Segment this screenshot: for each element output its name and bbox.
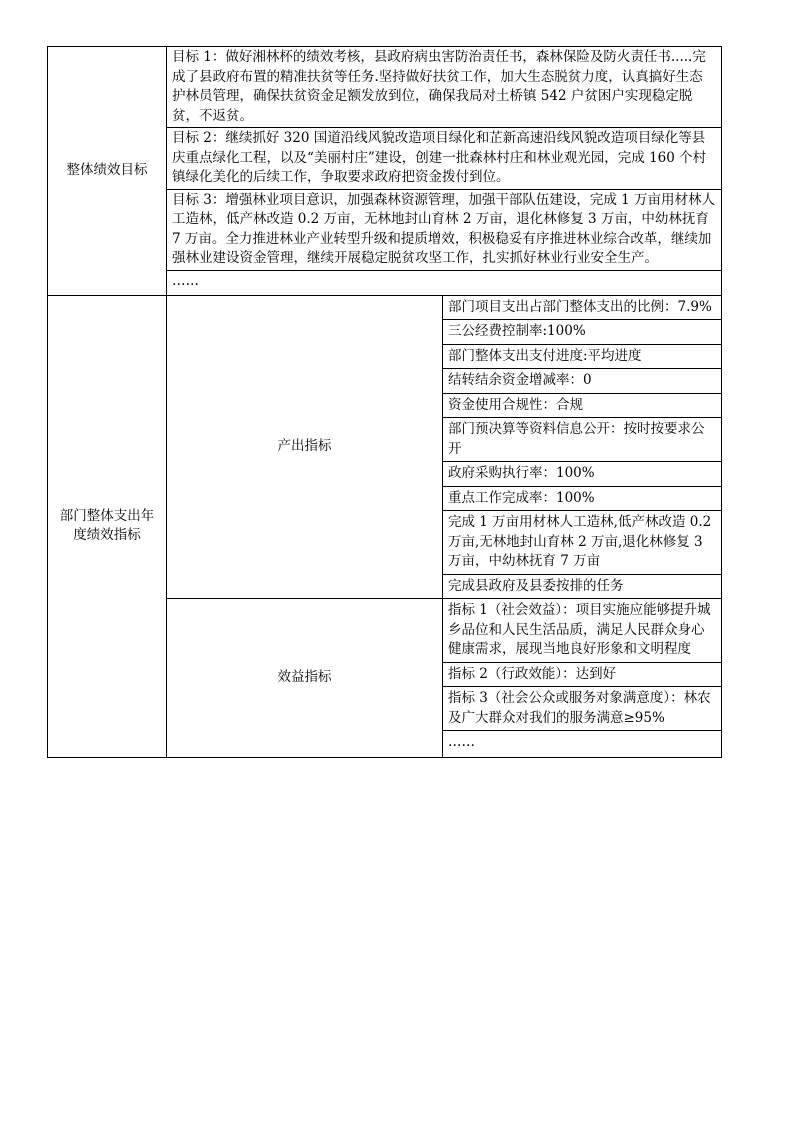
table-row bbox=[48, 295, 722, 320]
output-indicator-3: 部门整体支出支付进度:平均进度 bbox=[443, 344, 722, 369]
overall-goal-3: 目标 3：增强林业项目意识，加强森林资源管理，加强干部队伍建设，完成 1 万亩用材林人工造林，低产林改造 0.2 万亩，无林地封山育林 2 万亩，退化林修复 3 万亩，中幼林抚育 7 万亩。全力推进林业产业转型升级和提质增效，积极稳妥有序推进林业综合改革，继续加强林业建设资金管理，继续开展稳定脱贫攻坚工作，扎实抓好林业行业安全生产。 bbox=[167, 189, 722, 270]
output-indicator-6: 部门预决算等资料信息公开：按时按要求公开 bbox=[443, 418, 722, 462]
output-indicator-7: 政府采购执行率：100% bbox=[443, 462, 722, 487]
overall-goal-2: 目标 2：继续抓好 320 国道沿线风貌改造项目绿化和芷新高速沿线风貌改造项目绿化等县庆重点绿化工程，以及“美丽村庄”建设，创建一批森林村庄和林业观光园，完成 160 个村镇绿化美化的后续工作，争取要求政府把资金拨付到位。 bbox=[167, 128, 722, 190]
overall-goal-ellipsis: …… bbox=[167, 270, 722, 295]
benefit-indicators-label: 效益指标 bbox=[167, 599, 443, 758]
overall-goals-label: 整体绩效目标 bbox=[48, 47, 167, 296]
output-indicator-5: 资金使用合规性：合规 bbox=[443, 393, 722, 418]
table-row bbox=[48, 47, 722, 128]
benefit-indicator-ellipsis: …… bbox=[443, 731, 722, 758]
output-indicator-9: 完成 1 万亩用材林人工造林,低产林改造 0.2 万亩,无林地封山育林 2 万亩,退化林修复 3 万亩，中幼林抚育 7 万亩 bbox=[443, 511, 722, 575]
overall-goal-1: 目标 1：做好湘林杯的绩效考核，县政府病虫害防治责任书，森林保险及防火责任书.....完成了县政府布置的精准扶贫等任务.坚持做好扶贫工作，加大生态脱贫力度，认真搞好生态护林员管理，确保扶贫资金足额发放到位，确保我局对土桥镇 542 户贫困户实现稳定脱贫，不返贫。 bbox=[167, 47, 722, 128]
benefit-indicator-1: 指标 1（社会效益）：项目实施应能够提升城乡品位和人民生活品质，满足人民群众身心健康需求，展现当地良好形象和文明程度 bbox=[443, 599, 722, 663]
output-indicator-2: 三公经费控制率:100% bbox=[443, 320, 722, 345]
output-indicator-8: 重点工作完成率：100% bbox=[443, 486, 722, 511]
output-indicators-label: 产出指标 bbox=[167, 295, 443, 599]
output-indicator-10: 完成县政府及县委按排的任务 bbox=[443, 574, 722, 599]
annual-indicators-label: 部门整体支出年度绩效指标 bbox=[48, 295, 167, 758]
performance-goals-table bbox=[47, 46, 722, 758]
benefit-indicator-2: 指标 2（行政效能）：达到好 bbox=[443, 662, 722, 687]
output-indicator-1: 部门项目支出占部门整体支出的比例：7.9% bbox=[443, 295, 722, 320]
output-indicator-4: 结转结余资金增减率：0 bbox=[443, 369, 722, 394]
benefit-indicator-3: 指标 3（社会公众或服务对象满意度）：林农及广大群众对我们的服务满意≥95% bbox=[443, 687, 722, 731]
